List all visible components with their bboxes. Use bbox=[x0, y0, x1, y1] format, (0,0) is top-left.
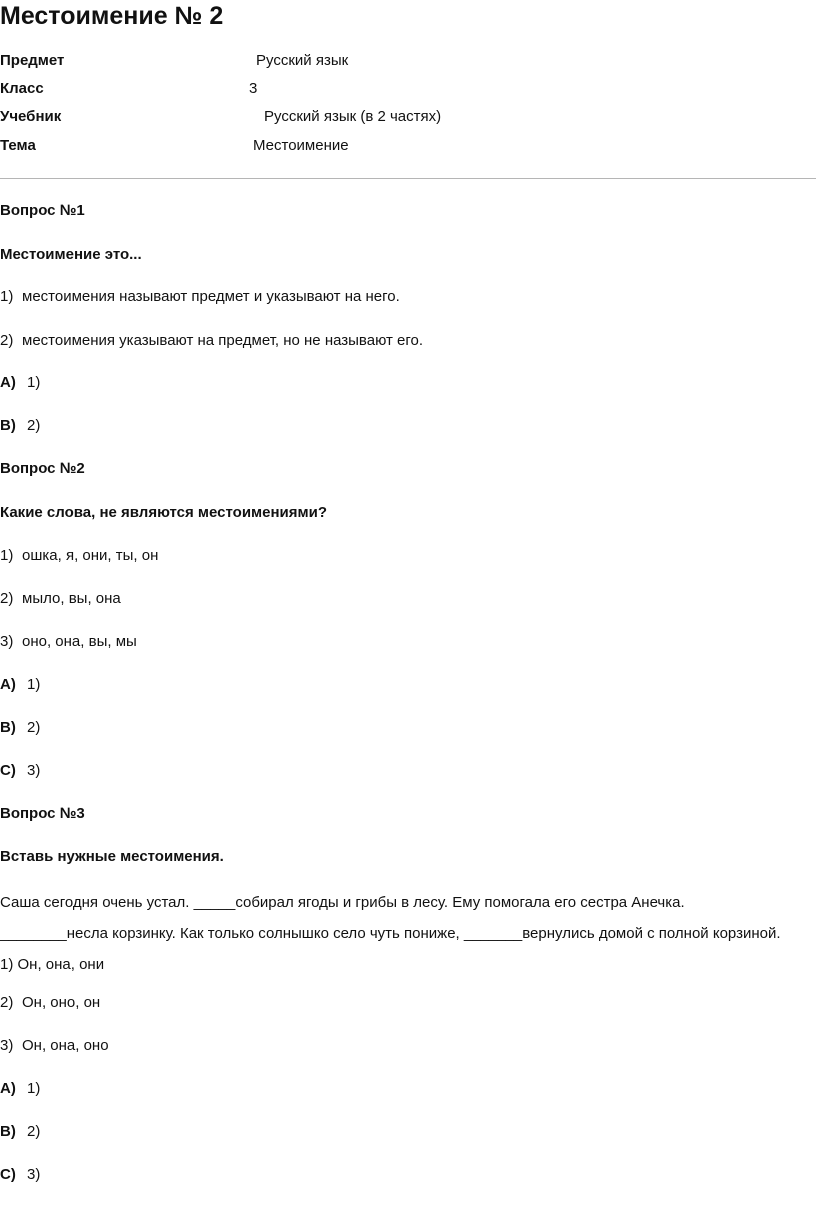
passage-continuation: ________несла корзинку. Как только солнышко село чуть пониже, _______вернулись домой с полной корзиной. 1) Он, она, они bbox=[0, 925, 781, 973]
question-3-answer-b bbox=[0, 1123, 40, 1140]
field-label-subject: Предмет bbox=[0, 52, 65, 69]
question-3-option-3 bbox=[0, 1037, 109, 1054]
answer-letter: A) bbox=[0, 1080, 16, 1097]
answer-value: 2) bbox=[27, 719, 41, 736]
question-3-answer-c bbox=[0, 1166, 40, 1183]
answer-letter: A) bbox=[0, 676, 16, 693]
question-1-heading: Вопрос №1 bbox=[0, 202, 85, 219]
question-2-option-2 bbox=[0, 590, 121, 607]
field-value-grade: 3 bbox=[249, 80, 258, 97]
option-number: 2) bbox=[0, 994, 14, 1011]
field-label-textbook: Учебник bbox=[0, 108, 62, 125]
option-text: местоимения указывают на предмет, но не называют его. bbox=[22, 332, 424, 349]
answer-letter: B) bbox=[0, 1123, 16, 1140]
option-number: 2) bbox=[0, 332, 14, 349]
field-label-grade: Класс bbox=[0, 80, 44, 97]
passage-line-1: Саша сегодня очень устал. _____собирал ягоды и грибы в лесу. Ему помогала его сестра Анечка. bbox=[0, 894, 685, 911]
question-3-answer-a bbox=[0, 1080, 40, 1097]
answer-letter: B) bbox=[0, 417, 16, 434]
answer-value: 1) bbox=[27, 1080, 41, 1097]
option-text: мыло, вы, она bbox=[22, 590, 121, 607]
question-1-prompt: Местоимение это... bbox=[0, 246, 142, 263]
field-label-topic: Тема bbox=[0, 137, 36, 154]
question-2-answer-b bbox=[0, 719, 40, 736]
question-2-option-3 bbox=[0, 633, 137, 650]
question-2-heading: Вопрос №2 bbox=[0, 460, 85, 477]
answer-letter: B) bbox=[0, 719, 16, 736]
question-2-answer-a bbox=[0, 676, 40, 693]
option-number: 2) bbox=[0, 590, 14, 607]
question-2-prompt: Какие слова, не являются местоимениями? bbox=[0, 504, 327, 521]
answer-value: 3) bbox=[27, 762, 41, 779]
option-number: 3) bbox=[0, 633, 14, 650]
answer-value: 2) bbox=[27, 417, 41, 434]
question-3-prompt: Вставь нужные местоимения. bbox=[0, 848, 224, 865]
answer-letter: C) bbox=[0, 1166, 16, 1183]
option-text: местоимения называют предмет и указывают на него. bbox=[22, 288, 400, 305]
answer-letter: C) bbox=[0, 762, 16, 779]
question-3-heading: Вопрос №3 bbox=[0, 805, 85, 822]
answer-value: 3) bbox=[27, 1166, 41, 1183]
option-text: Он, она, оно bbox=[22, 1037, 109, 1054]
question-3-option-2 bbox=[0, 994, 100, 1011]
question-3-passage bbox=[0, 887, 792, 980]
question-1-answer-b bbox=[0, 417, 40, 434]
page-title: Местоимение № 2 bbox=[0, 2, 224, 30]
answer-value: 1) bbox=[27, 676, 41, 693]
question-1-option-2 bbox=[0, 332, 423, 349]
answer-value: 1) bbox=[27, 374, 41, 391]
question-1-answer-a bbox=[0, 374, 40, 391]
question-2-option-1 bbox=[0, 547, 158, 564]
option-number: 3) bbox=[0, 1037, 14, 1054]
option-text: Он, оно, он bbox=[22, 994, 101, 1011]
answer-letter: A) bbox=[0, 374, 16, 391]
field-value-topic: Местоимение bbox=[253, 137, 349, 154]
option-number: 1) bbox=[0, 547, 14, 564]
header-divider bbox=[0, 178, 816, 179]
field-value-subject: Русский язык bbox=[256, 52, 349, 69]
field-value-textbook: Русский язык (в 2 частях) bbox=[264, 108, 442, 125]
option-number: 1) bbox=[0, 288, 14, 305]
question-1-option-1 bbox=[0, 288, 400, 305]
option-text: ошка, я, они, ты, он bbox=[22, 547, 159, 564]
answer-value: 2) bbox=[27, 1123, 41, 1140]
question-2-answer-c bbox=[0, 762, 40, 779]
option-text: оно, она, вы, мы bbox=[22, 633, 137, 650]
